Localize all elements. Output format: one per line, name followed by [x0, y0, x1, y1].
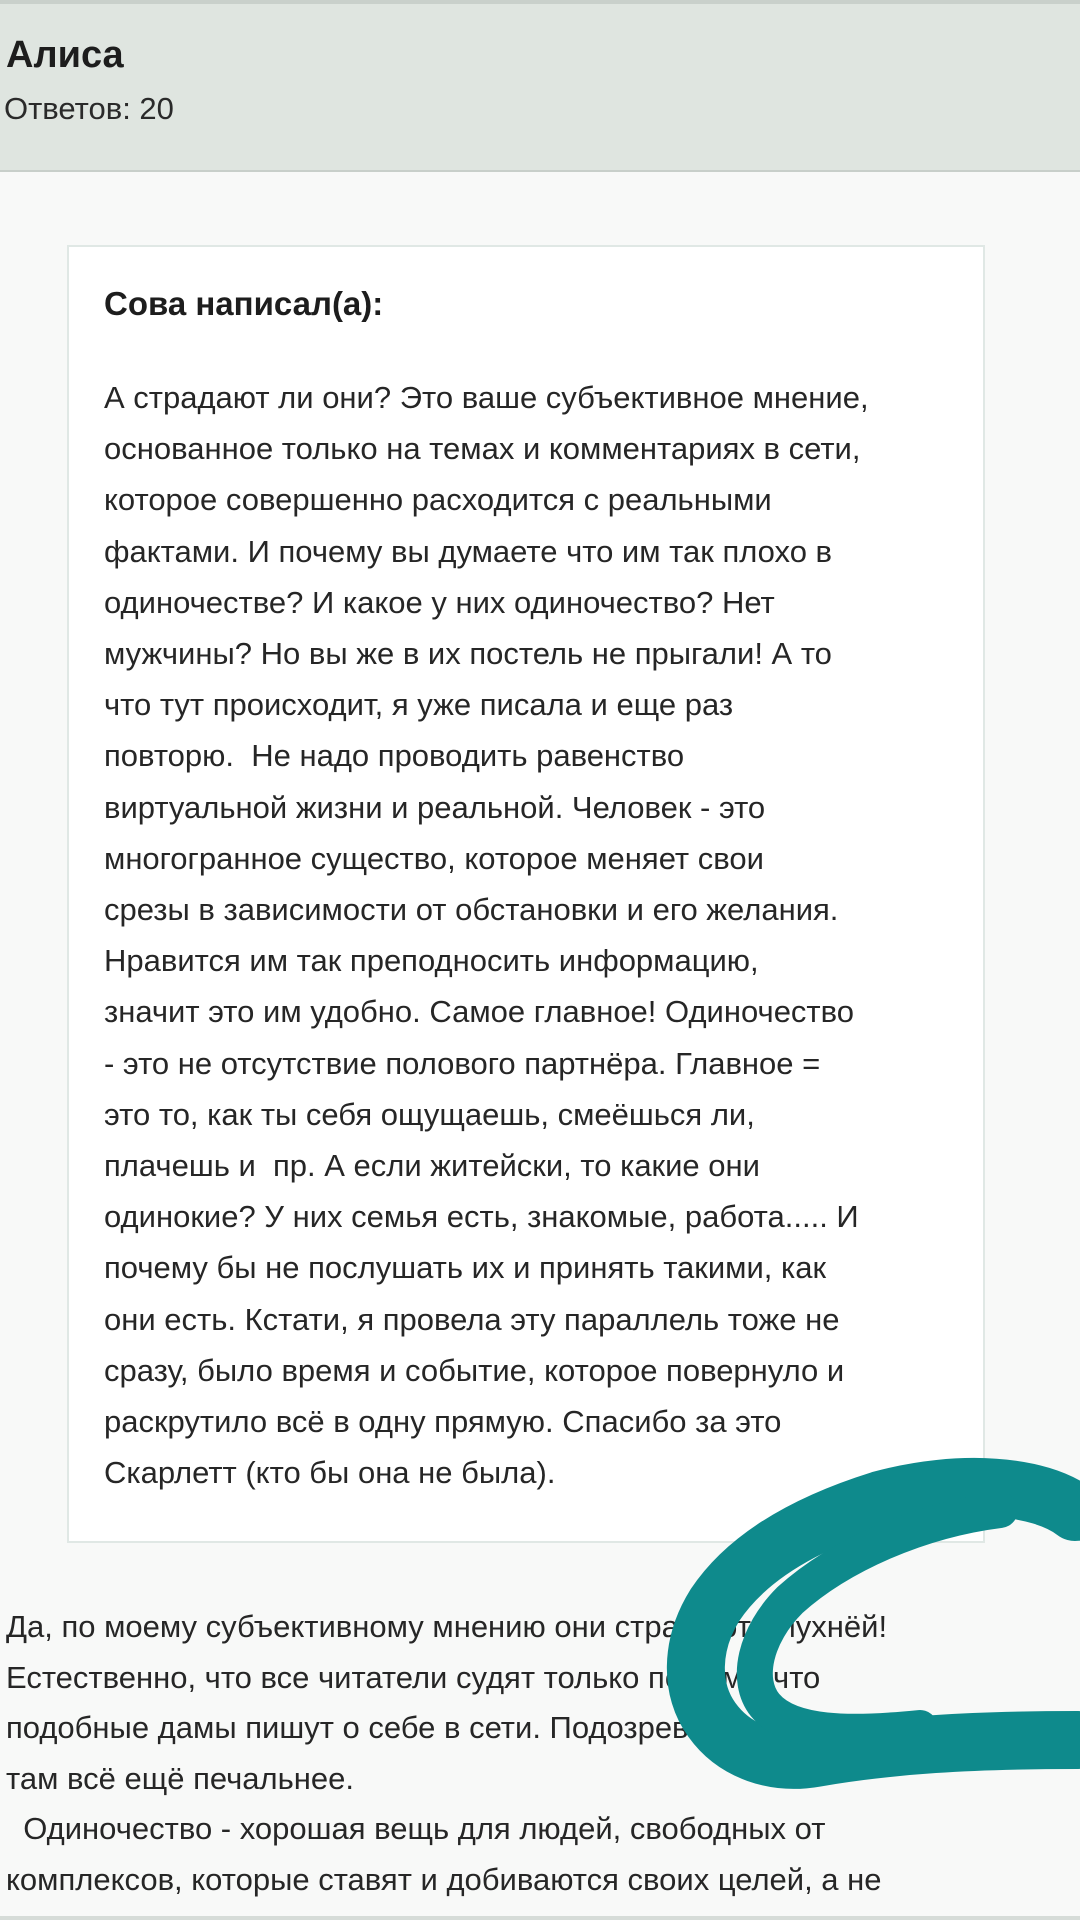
post-header	[0, 4, 1080, 172]
quote-line: это то, как ты себя ощущаешь, смеёшься ли,	[104, 1096, 755, 1132]
reply-text	[6, 1602, 1080, 1905]
quote-text	[104, 372, 984, 1498]
reply-line: Да, по моему субъективному мнению они страдают - йухнёй!	[6, 1609, 888, 1644]
quote-line: многогранное существо, которое меняет свои	[104, 840, 764, 876]
answers-count: Ответов: 20	[4, 91, 174, 126]
quote-line: А страдают ли они? Это ваше субъективное мнение,	[104, 380, 869, 415]
quote-author: Сова написал(а):	[104, 285, 384, 322]
quote-line: срезы в зависимости от обстановки и его желания.	[104, 892, 839, 928]
quote-line: сразу, было время и событие, которое повернуло и	[104, 1352, 845, 1388]
quote-line: они есть. Кстати, я провела эту параллель тоже не	[104, 1301, 840, 1337]
quote-line: виртуальной жизни и реальной. Человек - это	[104, 789, 766, 825]
quote-line: одинокие? У них семья есть, знакомые, работа..... И	[104, 1199, 859, 1235]
quote-line: фактами. И почему вы думаете что им так плохо в	[104, 533, 833, 569]
quote-line: плачешь и пр. А если житейски, то какие они	[104, 1148, 760, 1184]
quote-line: Скарлетт (кто бы она не была).	[104, 1455, 556, 1491]
quote-line: одиночестве? И какое у них одиночество? Нет	[104, 584, 775, 620]
quote-line: повторю. Не надо проводить равенство	[104, 738, 685, 774]
quote-line: почему бы не послушать их и принять такими, как	[104, 1250, 827, 1286]
quote-line: раскрутило всё в одну прямую. Спасибо за это	[104, 1404, 782, 1440]
quote-line: - это не отсутствие полового партнёра. Главное =	[104, 1045, 821, 1081]
quote-line: мужчины? Но вы же в их постель не прыгали! А то	[104, 636, 832, 672]
reply-line: подобные дамы пишут о себе в сети. Подозреваю, что	[6, 1710, 794, 1745]
reply-line: Естественно, что все читатели судят только по тому, что	[6, 1659, 821, 1695]
quote-line: что тут происходит, я уже писала и еще раз	[104, 687, 734, 723]
quote-line: Нравится им так преподносить информацию,	[104, 943, 759, 979]
bottom-strip	[0, 1916, 1080, 1920]
quote-line: которое совершенно расходится с реальными	[104, 482, 772, 518]
quote-line: значит это им удобно. Самое главное! Одиночество	[104, 994, 854, 1030]
quote-line: основанное только на темах и комментариях в сети,	[104, 431, 861, 467]
author-name[interactable]: Алиса	[6, 34, 124, 76]
reply-line: Одиночество - хорошая вещь для людей, свободных от	[6, 1811, 826, 1846]
reply-line: комплексов, которые ставят и добиваются своих целей, а не	[6, 1861, 882, 1897]
reply-line: там всё ещё печальнее.	[6, 1760, 354, 1796]
quote-block	[67, 245, 985, 1543]
